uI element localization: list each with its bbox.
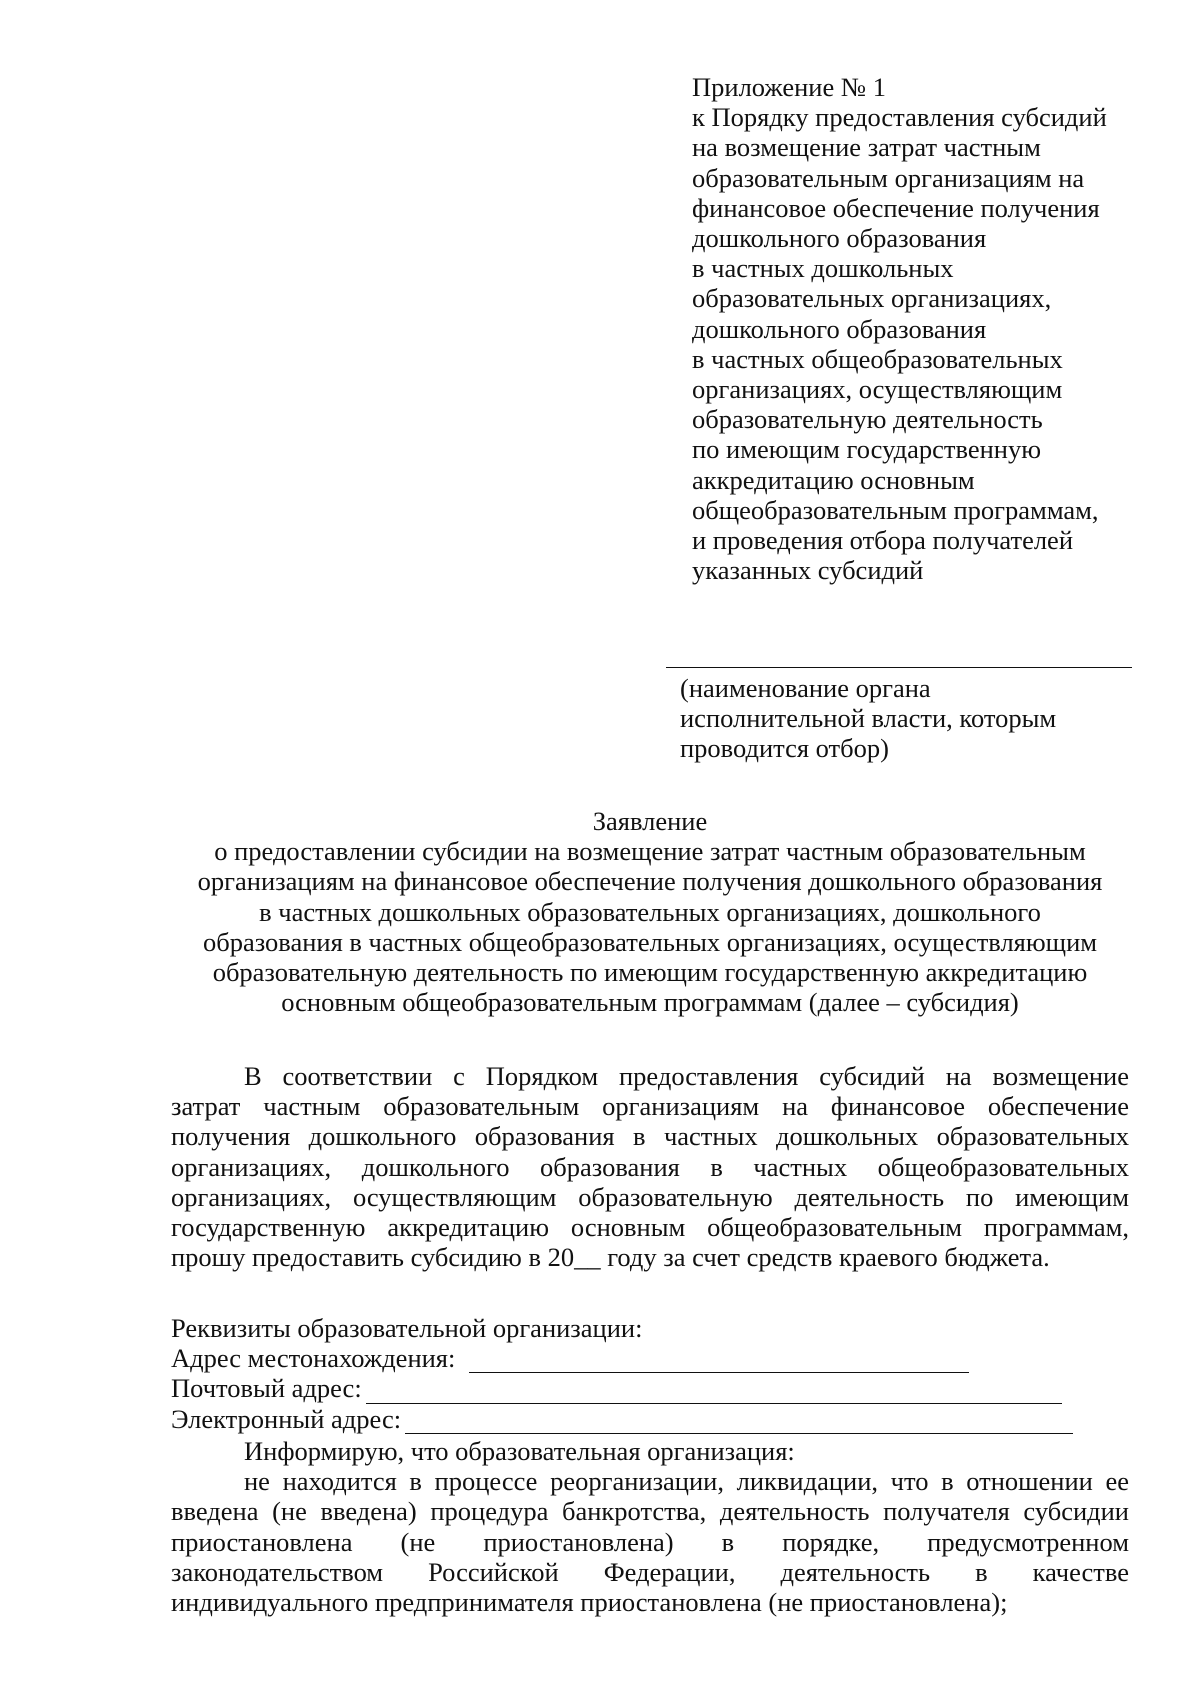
info-block	[171, 1436, 1129, 1617]
email-row	[171, 1404, 1129, 1434]
appendix-line: финансовое обеспечение получения	[692, 192, 1100, 223]
info-line: приостановлена (не приостановлена) в порядке, предусмотренном	[171, 1526, 1129, 1557]
postal-label: Почтовый адрес:	[171, 1373, 362, 1404]
info-line: индивидуального предпринимателя приостановлена (не приостановлена);	[171, 1586, 1008, 1617]
appendix-line: образовательных организациях,	[692, 283, 1052, 314]
authority-caption	[680, 673, 1150, 764]
statement-subtitle-line: о предоставлении субсидии на возмещение затрат частным образовательным	[214, 836, 1086, 867]
appendix-line: к Порядку предоставления субсидий	[692, 102, 1107, 133]
body-line: организациях, осуществляющим образовательную деятельность по имеющим	[171, 1181, 1129, 1212]
email-label: Электронный адрес:	[171, 1403, 402, 1434]
address-field[interactable]	[469, 1350, 969, 1373]
appendix-line: общеобразовательным программам,	[692, 494, 1099, 525]
authority-line: проводится отбор)	[680, 733, 889, 764]
body-line: организациях, дошкольного образования в частных общеобразовательных	[171, 1151, 1129, 1182]
appendix-line: и проведения отбора получателей	[692, 525, 1074, 556]
statement-subtitle-line: организациям на финансовое обеспечение получения дошкольного образования	[197, 866, 1103, 897]
info-intro: Информирую, что образовательная организация:	[244, 1436, 795, 1466]
appendix-line: указанных субсидий	[692, 555, 924, 586]
body-line: государственную аккредитацию основным общеобразовательным программам,	[171, 1211, 1129, 1242]
statement-subtitle-line: образовательную деятельность по имеющим государственную аккредитацию	[212, 957, 1088, 988]
appendix-line: в частных дошкольных	[692, 253, 954, 284]
address-label: Адрес местонахождения:	[171, 1343, 456, 1374]
appendix-line: организациях, осуществляющим	[692, 374, 1063, 405]
authority-line: исполнительной власти, которым	[680, 703, 1057, 734]
statement-subtitle-line: в частных дошкольных образовательных организациях, дошкольного	[259, 896, 1041, 927]
authority-blank-line	[666, 667, 1132, 668]
statement-heading: Заявление	[592, 806, 708, 836]
appendix-block	[692, 72, 1162, 585]
postal-address-field[interactable]	[366, 1381, 1062, 1404]
statement-subtitle-line: основным общеобразовательным программам (далее – субсидия)	[281, 987, 1019, 1018]
info-line: не находится в процессе реорганизации, ликвидации, что в отношении ее	[244, 1466, 1129, 1497]
appendix-line: на возмещение затрат частным	[692, 132, 1041, 163]
appendix-line: дошкольного образования	[692, 313, 987, 344]
body-paragraph	[171, 1061, 1129, 1272]
postal-row	[171, 1373, 1129, 1403]
requisites-block	[171, 1313, 1129, 1434]
appendix-line: образовательным организациям на	[692, 162, 1085, 193]
appendix-line: в частных общеобразовательных	[692, 343, 1063, 374]
address-row	[171, 1343, 1129, 1373]
body-line: получения дошкольного образования в частных дошкольных образовательных	[171, 1121, 1129, 1152]
info-line: введена (не введена) процедура банкротства, деятельность получателя субсидии	[171, 1496, 1129, 1527]
info-line: законодательством Российской Федерации, деятельность в качестве	[171, 1556, 1129, 1587]
authority-line: (наименование органа	[680, 673, 931, 703]
appendix-line: дошкольного образования	[692, 223, 987, 254]
requisites-heading: Реквизиты образовательной организации:	[171, 1312, 643, 1343]
statement-title	[160, 806, 1140, 1017]
appendix-line: образовательную деятельность	[692, 404, 1043, 435]
appendix-line: аккредитацию основным	[692, 464, 975, 495]
requisites-heading-row	[171, 1313, 1129, 1343]
appendix-line: Приложение № 1	[692, 72, 887, 102]
body-line: затрат частным образовательным организациям на финансовое обеспечение	[171, 1091, 1129, 1122]
body-line: прошу предоставить субсидию в 20__ году за счет средств краевого бюджета.	[171, 1242, 1050, 1273]
statement-subtitle-line: образования в частных общеобразовательных организациях, осуществляющим	[202, 926, 1098, 957]
appendix-line: по имеющим государственную	[692, 434, 1042, 465]
email-address-field[interactable]	[405, 1411, 1073, 1434]
body-line: В соответствии с Порядком предоставления субсидий на возмещение	[244, 1061, 1129, 1091]
